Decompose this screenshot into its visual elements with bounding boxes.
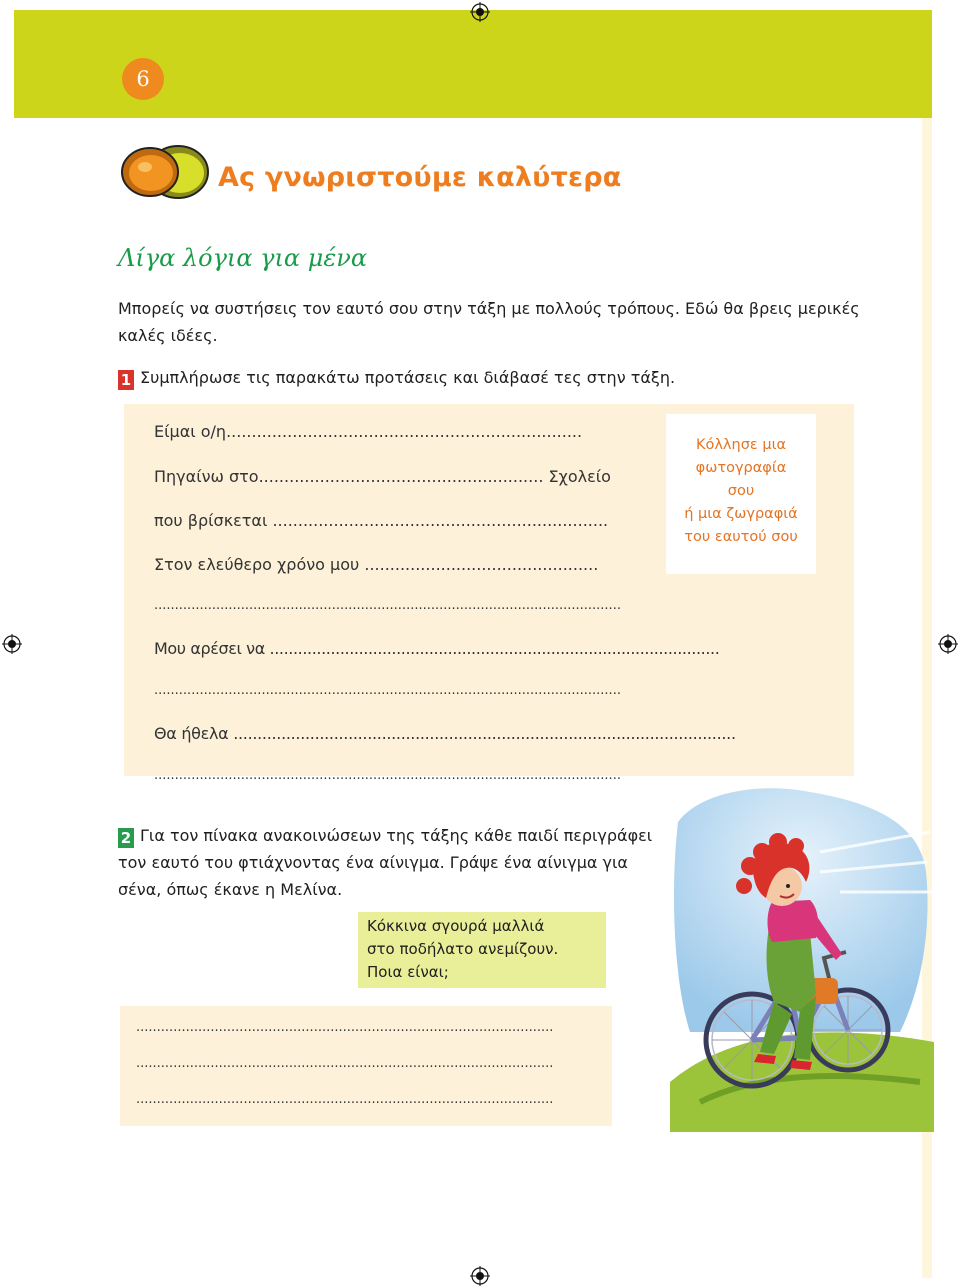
form-line-blank[interactable]: ................................................................................................................. (154, 683, 621, 698)
answer-line[interactable]: ..................................................................................................... (136, 1092, 554, 1107)
photo-placeholder (666, 414, 816, 574)
page (14, 10, 932, 1278)
riddle-line: στο ποδήλατο ανεμίζουν. (367, 940, 559, 958)
photo-box-text: του εαυτού σου (684, 529, 798, 545)
form-line-wishes[interactable]: Θα ήθελα ......................................................................................................... (154, 724, 736, 743)
form-line-likes[interactable]: Μου αρέσει να ................................................................................................ (154, 639, 720, 658)
photo-box-text: ή μια ζωγραφιά (684, 506, 798, 522)
form-line-location[interactable]: που βρίσκεται .................................................................. (154, 511, 609, 530)
answer-area (120, 1006, 612, 1126)
form-line-school[interactable]: Πηγαίνω στο........................................................ Σχολείο (154, 467, 611, 486)
form-line-name[interactable]: Είμαι ο/η...................................................................... (154, 422, 583, 441)
registration-mark-icon (938, 634, 958, 654)
task-text: Συμπλήρωσε τις παρακάτω προτάσεις και διάβασέ τες στην τάξη. (140, 368, 676, 387)
photo-box-text: Κόλλησε μια (695, 437, 787, 453)
form-line-blank[interactable]: ................................................................................................................. (154, 768, 621, 783)
subtitle: Λίγα λόγια για μένα (118, 244, 368, 272)
task-number-badge: 2 (118, 828, 134, 848)
task-2 (118, 822, 658, 903)
registration-mark-icon (470, 2, 490, 22)
girl-on-bicycle-illustration (670, 782, 934, 1132)
task-text: Για τον πίνακα ανακοινώσεων της τάξης κάθε παιδί περιγράφει τον εαυτό του φτιάχνοντας ένα αίνιγμα. Γράψε ένα αίνιγμα για σένα, όπως έκανε η Μελίνα. (118, 826, 653, 899)
riddle-line: Ποια είναι; (367, 963, 449, 981)
registration-mark-icon (470, 1266, 490, 1286)
intro-text: Μπορείς να συστήσεις τον εαυτό σου στην τάξη με πολλούς τρόπους. Εδώ θα βρεις μερικές καλές ιδέες. (118, 299, 860, 345)
photo-box-text: φωτογραφία (695, 460, 787, 476)
riddle-note (358, 912, 606, 988)
section-title: Ας γνωριστούμε καλύτερα (218, 162, 622, 193)
page-number: 6 (122, 58, 164, 100)
photo-box-text: σου (727, 483, 755, 499)
task-1 (118, 364, 675, 391)
task-number-badge: 1 (118, 370, 134, 390)
form-line-blank[interactable]: ................................................................................................................. (154, 598, 621, 613)
riddle-line: Κόκκινα σγουρά μαλλιά (367, 917, 545, 935)
answer-line[interactable]: ..................................................................................................... (136, 1056, 554, 1071)
fruit-halves-icon (120, 142, 216, 204)
form-line-free-time[interactable]: Στον ελεύθερο χρόνο μου .............................................. (154, 555, 599, 574)
answer-line[interactable]: ..................................................................................................... (136, 1020, 554, 1035)
registration-mark-icon (2, 634, 22, 654)
